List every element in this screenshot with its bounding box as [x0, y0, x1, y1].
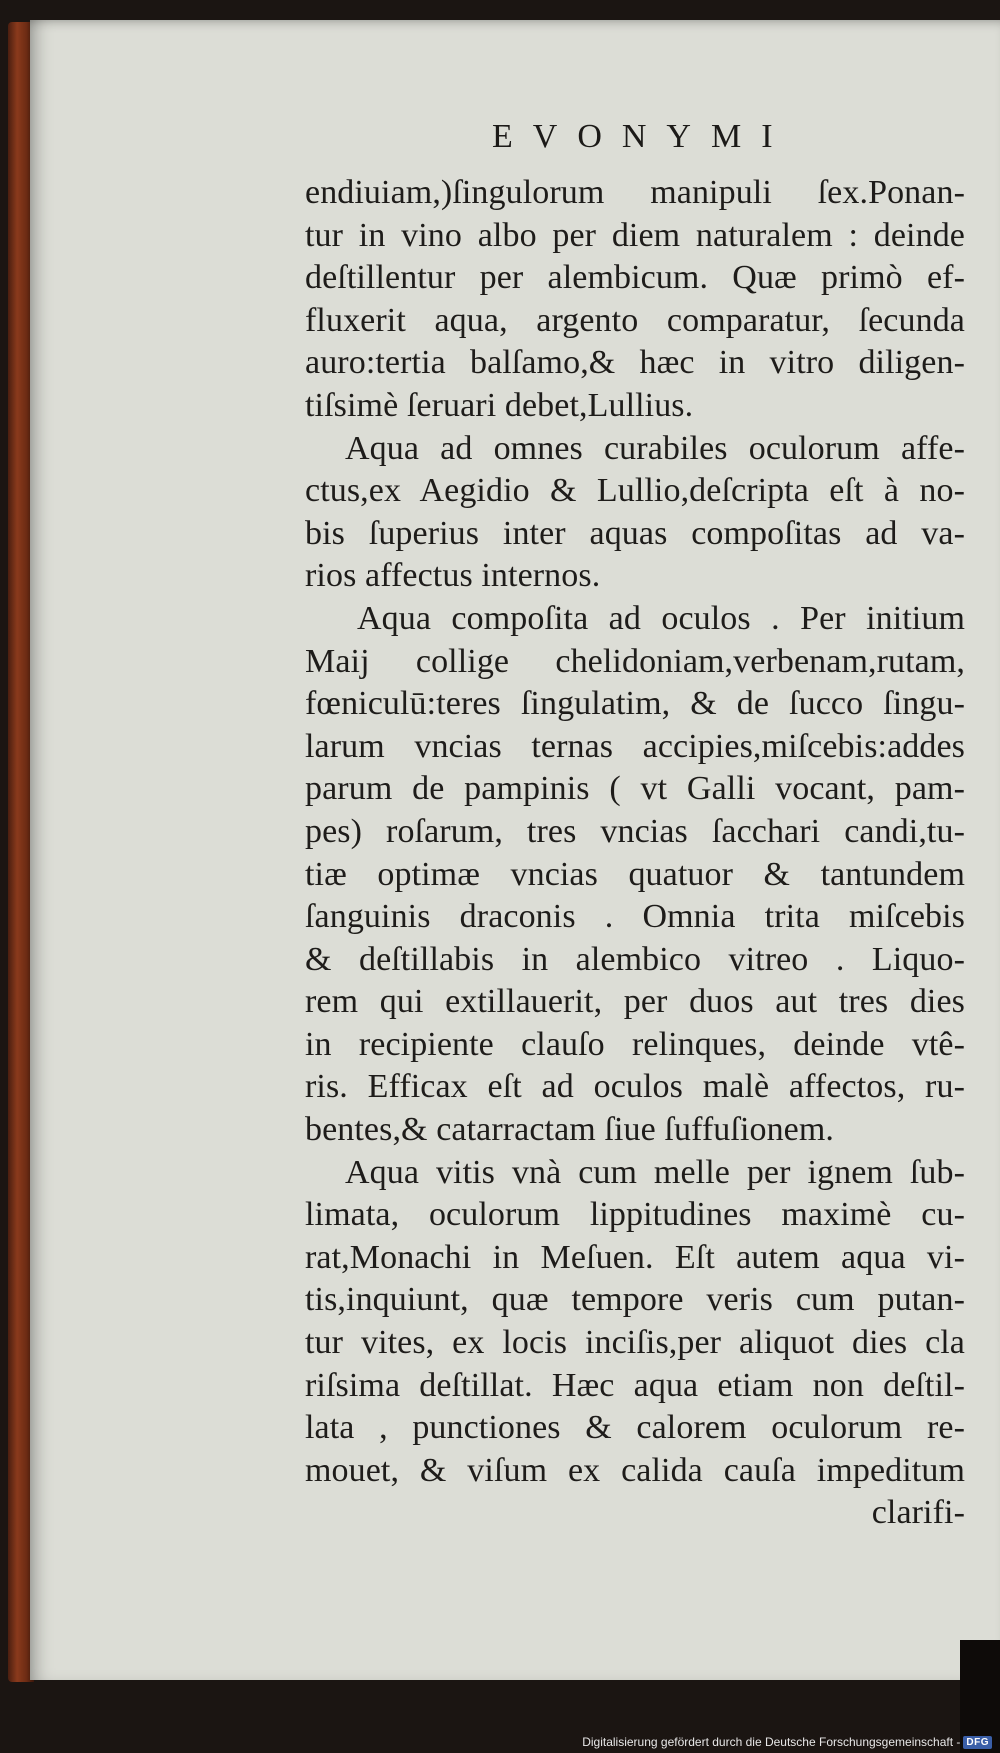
text-line: fœniculū:teres ſingulatim, & de ſucco ſingu-: [305, 685, 965, 723]
text-line: tis,inquiunt, quæ tempore veris cum putan-: [305, 1281, 965, 1319]
text-line: & deſtillabis in alembico vitreo . Liquo-: [305, 940, 965, 978]
text-line: ſanguinis draconis . Omnia trita miſcebis: [305, 898, 965, 936]
text-line: pes) roſarum, tres vncias ſacchari candi,tu-: [305, 812, 965, 850]
text-line: fluxerit aqua, argento comparatur, ſecunda: [305, 301, 965, 339]
dfg-logo-icon: DFG: [963, 1736, 992, 1749]
text-line: tiæ optimæ vncias quatuor & tantundem: [305, 855, 965, 893]
text-line: deſtillentur per alembicum. Quæ primò ef-: [305, 259, 965, 297]
digitization-credit: [582, 1735, 992, 1749]
text-line: limata, oculorum lippitudines maximè cu-: [305, 1196, 965, 1234]
text-line: rat,Monachi in Meſuen. Eſt autem aqua vi-: [305, 1238, 965, 1276]
text-line: riſsima deſtillat. Hæc aqua etiam non deſtil-: [305, 1366, 965, 1404]
text-line: tiſsimè ſeruari debet,Lullius.: [305, 386, 694, 424]
text-line: rios affectus internos.: [305, 557, 601, 595]
text-line: in recipiente clauſo relinques, deinde vtê-: [305, 1025, 965, 1063]
running-title: EVONYMI: [492, 118, 793, 155]
body-text: [305, 172, 965, 1535]
text-line: Aqua compoſita ad oculos . Per initium: [357, 599, 965, 637]
catchword: clarifi-: [871, 1494, 965, 1532]
text-line: tur vites, ex locis inciſis,per aliquot dies cla: [305, 1324, 965, 1362]
text-line: auro:tertia balſamo,& hæc in vitro diligen-: [305, 344, 965, 382]
text-line: Aqua vitis vnà cum melle per ignem ſub-: [345, 1153, 965, 1191]
text-line: bis ſuperius inter aquas compoſitas ad va-: [305, 514, 965, 552]
text-line: parum de pampinis ( vt Galli vocant, pam-: [305, 770, 965, 808]
text-line: larum vncias ternas accipies,miſcebis:addes: [305, 727, 965, 765]
text-line: endiuiam,)ſingulorum manipuli ſex.Ponan-: [305, 174, 965, 211]
text-line: tur in vino albo per diem naturalem : deinde: [305, 216, 965, 254]
text-line: rem qui extillauerit, per duos aut tres dies: [305, 983, 965, 1021]
text-line: Aqua ad omnes curabiles oculorum affe-: [345, 429, 965, 467]
text-line: lata , punctiones & calorem oculorum re-: [305, 1409, 965, 1447]
credit-text: Digitalisierung gefördert durch die Deutsche Forschungsgemeinschaft -: [582, 1735, 961, 1749]
text-line: bentes,& catarractam ſiue ſuffuſionem.: [305, 1111, 835, 1149]
text-line: Maij collige chelidoniam,verbenam,rutam,: [305, 642, 965, 680]
text-line: ctus,ex Aegidio & Lullio,deſcripta eſt à no-: [305, 472, 965, 510]
text-line: mouet, & viſum ex calida cauſa impeditum: [305, 1451, 965, 1489]
text-line: ris. Efficax eſt ad oculos malè affectos, ru-: [305, 1068, 965, 1106]
